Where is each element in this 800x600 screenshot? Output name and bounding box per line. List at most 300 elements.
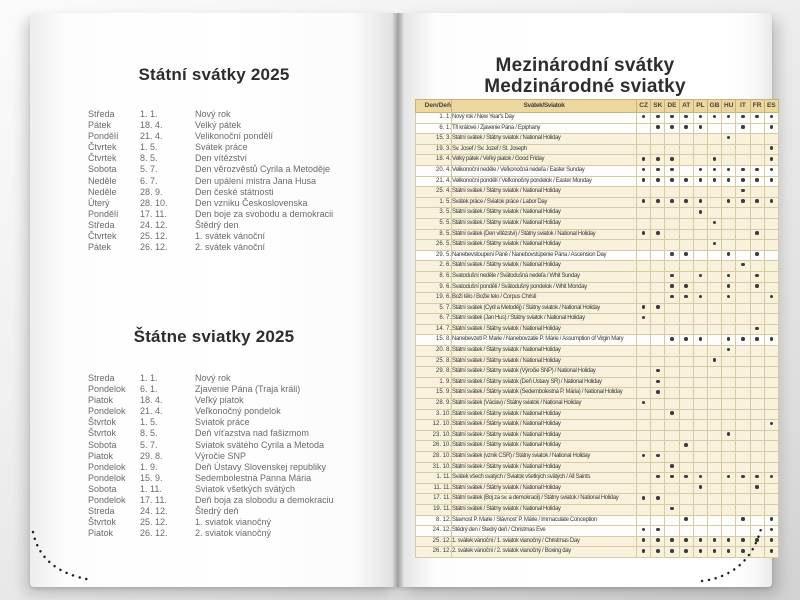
holiday-name: Den boje za svobodu a demokracii xyxy=(195,208,334,219)
country-mark-cell-gb xyxy=(707,346,721,357)
holiday-name: Nový rok xyxy=(195,109,231,119)
list-item xyxy=(30,142,398,153)
holiday-name: Nový rok / New Year's Day xyxy=(452,113,637,124)
holiday-date: 2. 6. xyxy=(416,261,452,272)
country-mark-cell-cz xyxy=(637,483,651,494)
country-mark-cell-pl xyxy=(693,165,707,176)
country-mark-cell-de xyxy=(665,526,679,537)
country-mark-cell-pl xyxy=(693,536,707,547)
holiday-mark-dot xyxy=(727,115,731,119)
czech-holidays-title: Státní svátky 2025 xyxy=(138,65,290,84)
holiday-mark-dot xyxy=(656,538,660,542)
holiday-mark-dot xyxy=(699,549,703,553)
list-item xyxy=(30,209,398,220)
holiday-date: 26. 10. xyxy=(416,441,452,452)
holiday-date: 20. 4. xyxy=(416,165,452,176)
list-item xyxy=(30,198,398,209)
country-mark-cell-cz xyxy=(637,261,651,272)
country-mark-cell-sk xyxy=(651,420,665,431)
country-mark-cell-fr xyxy=(750,547,764,558)
country-mark-cell-fr xyxy=(750,526,764,537)
country-mark-cell-pl xyxy=(693,144,707,155)
holiday-name: Státní svátek / Štátny sviatok / National Holiday xyxy=(452,483,637,494)
country-mark-cell-gb xyxy=(707,282,721,293)
table-row xyxy=(416,113,779,124)
country-mark-cell-fr xyxy=(750,356,764,367)
country-mark-cell-de xyxy=(665,346,679,357)
holiday-date: 1. 9. xyxy=(416,377,452,388)
holiday-mark-dot xyxy=(699,115,703,119)
list-item xyxy=(30,440,398,451)
holiday-mark-dot xyxy=(684,125,688,129)
country-mark-cell-fr xyxy=(750,197,764,208)
holiday-date: 25. 4. xyxy=(416,187,452,198)
holiday-mark-dot xyxy=(642,115,646,119)
holiday-name: Státní svátek / Štátny sviatok / National Holiday xyxy=(452,346,637,357)
country-mark-cell-gb xyxy=(707,409,721,420)
holiday-date: 15. 8. xyxy=(416,335,452,346)
holiday-mark-dot xyxy=(770,199,774,203)
holiday-mark-dot xyxy=(713,538,717,542)
country-mark-cell-hu xyxy=(722,293,736,304)
country-mark-cell-gb xyxy=(707,155,721,166)
holiday-mark-dot xyxy=(642,549,646,553)
holiday-mark-dot xyxy=(684,517,688,521)
country-mark-cell-fr xyxy=(750,176,764,187)
holiday-date: 1. 11. xyxy=(416,473,452,484)
holiday-name: Státní svátek / Štátny sviatok / National Holiday xyxy=(452,420,637,431)
country-mark-cell-at xyxy=(679,536,693,547)
list-item xyxy=(30,153,398,164)
country-mark-cell-gb xyxy=(707,526,721,537)
holiday-mark-dot xyxy=(656,369,660,373)
country-mark-cell-sk xyxy=(651,388,665,399)
country-mark-cell-cz xyxy=(637,282,651,293)
table-row xyxy=(416,261,779,272)
country-mark-cell-es xyxy=(764,377,778,388)
header-country-gb: GB xyxy=(707,100,721,113)
country-mark-cell-de xyxy=(665,208,679,219)
holiday-name: Státní svátek / Štátny sviatok (Výročie SNP) / National Holiday xyxy=(452,367,637,378)
country-mark-cell-gb xyxy=(707,494,721,505)
country-mark-cell-it xyxy=(736,483,750,494)
country-mark-cell-es xyxy=(764,494,778,505)
holiday-mark-dot xyxy=(656,157,660,161)
list-item xyxy=(30,373,398,384)
country-mark-cell-it xyxy=(736,515,750,526)
country-mark-cell-gb xyxy=(707,324,721,335)
list-item xyxy=(30,242,398,253)
country-mark-cell-de xyxy=(665,494,679,505)
holiday-date: 17. 11. xyxy=(416,494,452,505)
table-row xyxy=(416,377,779,388)
country-mark-cell-de xyxy=(665,113,679,124)
country-mark-cell-es xyxy=(764,314,778,325)
list-item xyxy=(30,462,398,473)
holiday-date: 14. 7. xyxy=(416,324,452,335)
holiday-date: 1. 11. xyxy=(140,483,162,494)
country-mark-cell-sk xyxy=(651,409,665,420)
holiday-name: Státní svátek / Štátny sviatok / National Holiday xyxy=(452,187,637,198)
country-mark-cell-es xyxy=(764,123,778,134)
country-mark-cell-pl xyxy=(693,293,707,304)
country-mark-cell-at xyxy=(679,282,693,293)
holiday-date: 28. 10. xyxy=(140,197,168,208)
table-header-row xyxy=(416,100,779,113)
country-mark-cell-hu xyxy=(722,515,736,526)
country-mark-cell-hu xyxy=(722,229,736,240)
holiday-mark-dot xyxy=(741,538,745,542)
country-mark-cell-cz xyxy=(637,526,651,537)
country-mark-cell-sk xyxy=(651,430,665,441)
holiday-date: 19. 3. xyxy=(416,144,452,155)
country-mark-cell-de xyxy=(665,324,679,335)
country-mark-cell-gb xyxy=(707,197,721,208)
country-mark-cell-de xyxy=(665,409,679,420)
holiday-date: 5. 7. xyxy=(140,439,158,450)
country-mark-cell-hu xyxy=(722,218,736,229)
holiday-mark-dot xyxy=(656,380,660,384)
holiday-mark-dot xyxy=(741,549,745,553)
holiday-mark-dot xyxy=(684,115,688,119)
country-mark-cell-hu xyxy=(722,473,736,484)
holiday-date: 6. 1. xyxy=(416,123,452,134)
holiday-mark-dot xyxy=(684,337,688,341)
holiday-mark-dot xyxy=(642,178,646,182)
country-mark-cell-es xyxy=(764,356,778,367)
table-row xyxy=(416,441,779,452)
country-mark-cell-cz xyxy=(637,335,651,346)
country-mark-cell-at xyxy=(679,335,693,346)
holiday-date: 1. 5. xyxy=(416,197,452,208)
holiday-date: 6. 1. xyxy=(140,384,158,395)
country-mark-cell-fr xyxy=(750,473,764,484)
holiday-mark-dot xyxy=(741,337,745,341)
country-mark-cell-pl xyxy=(693,367,707,378)
country-mark-cell-cz xyxy=(637,515,651,526)
header-date: Den/Deň xyxy=(416,100,452,113)
country-mark-cell-gb xyxy=(707,261,721,272)
country-mark-cell-es xyxy=(764,282,778,293)
holiday-mark-dot xyxy=(699,210,703,214)
day-name: Sobota xyxy=(88,439,117,450)
holiday-mark-dot xyxy=(699,178,703,182)
holiday-mark-dot xyxy=(699,199,703,203)
country-mark-cell-pl xyxy=(693,282,707,293)
holiday-name: Státní svátek / Štátny sviatok / National Holiday xyxy=(452,356,637,367)
holiday-name: Den vzniku Československa xyxy=(195,197,308,208)
holiday-mark-dot xyxy=(670,274,674,278)
country-mark-cell-at xyxy=(679,399,693,410)
country-mark-cell-de xyxy=(665,123,679,134)
country-mark-cell-sk xyxy=(651,441,665,452)
country-mark-cell-at xyxy=(679,218,693,229)
country-mark-cell-cz xyxy=(637,314,651,325)
country-mark-cell-cz xyxy=(637,399,651,410)
country-mark-cell-cz xyxy=(637,324,651,335)
holiday-mark-dot xyxy=(741,178,745,182)
holiday-mark-dot xyxy=(699,485,703,489)
country-mark-cell-it xyxy=(736,335,750,346)
country-mark-cell-sk xyxy=(651,144,665,155)
country-mark-cell-de xyxy=(665,473,679,484)
country-mark-cell-it xyxy=(736,420,750,431)
country-mark-cell-at xyxy=(679,494,693,505)
country-mark-cell-pl xyxy=(693,399,707,410)
country-mark-cell-it xyxy=(736,314,750,325)
holiday-mark-dot xyxy=(770,125,774,129)
country-mark-cell-es xyxy=(764,504,778,515)
country-mark-cell-it xyxy=(736,367,750,378)
holiday-mark-dot xyxy=(755,274,759,278)
country-mark-cell-pl xyxy=(693,483,707,494)
country-mark-cell-cz xyxy=(637,187,651,198)
country-mark-cell-de xyxy=(665,144,679,155)
country-mark-cell-gb xyxy=(707,144,721,155)
holiday-mark-dot xyxy=(755,199,759,203)
country-mark-cell-at xyxy=(679,314,693,325)
country-mark-cell-cz xyxy=(637,176,651,187)
country-mark-cell-sk xyxy=(651,314,665,325)
holiday-mark-dot xyxy=(727,475,731,479)
holiday-mark-dot xyxy=(699,337,703,341)
country-mark-cell-at xyxy=(679,430,693,441)
country-mark-cell-hu xyxy=(722,271,736,282)
country-mark-cell-es xyxy=(764,155,778,166)
country-mark-cell-es xyxy=(764,176,778,187)
country-mark-cell-hu xyxy=(722,356,736,367)
day-name: Pondelok xyxy=(88,495,126,506)
country-mark-cell-gb xyxy=(707,208,721,219)
holiday-mark-dot xyxy=(770,168,774,172)
holiday-mark-dot xyxy=(642,538,646,542)
holiday-mark-dot xyxy=(656,231,660,235)
day-name: Středa xyxy=(88,109,115,119)
holiday-date: 17. 11. xyxy=(140,495,167,506)
holiday-date: 25. 8. xyxy=(416,356,452,367)
holiday-mark-dot xyxy=(727,252,731,256)
country-mark-cell-fr xyxy=(750,441,764,452)
holiday-mark-dot xyxy=(656,390,660,394)
country-mark-cell-es xyxy=(764,367,778,378)
list-item xyxy=(30,528,398,539)
holiday-date: 26. 5. xyxy=(416,240,452,251)
holiday-name: Nanebevzetí P. Marie / Nanebovzatie P. Márie / Assumption of Virgin Mary xyxy=(452,335,637,346)
holiday-name: Tři králové / Zjavenie Pána / Epiphany xyxy=(452,123,637,134)
country-mark-cell-gb xyxy=(707,483,721,494)
country-mark-cell-de xyxy=(665,176,679,187)
country-mark-cell-pl xyxy=(693,134,707,145)
country-mark-cell-fr xyxy=(750,409,764,420)
list-item xyxy=(30,406,398,417)
holiday-mark-dot xyxy=(741,125,745,129)
country-mark-cell-it xyxy=(736,176,750,187)
table-row xyxy=(416,547,779,558)
holiday-name: Státní svátek / Štátny sviatok / National Holiday xyxy=(452,240,637,251)
country-mark-cell-at xyxy=(679,187,693,198)
country-mark-cell-it xyxy=(736,536,750,547)
holiday-date: 8. 5. xyxy=(416,229,452,240)
country-mark-cell-fr xyxy=(750,208,764,219)
country-mark-cell-pl xyxy=(693,504,707,515)
country-mark-cell-gb xyxy=(707,250,721,261)
country-mark-cell-es xyxy=(764,250,778,261)
country-mark-cell-at xyxy=(679,293,693,304)
country-mark-cell-sk xyxy=(651,176,665,187)
holiday-mark-dot xyxy=(741,263,745,267)
holiday-date: 28. 9. xyxy=(416,399,452,410)
country-mark-cell-es xyxy=(764,208,778,219)
holiday-mark-dot xyxy=(755,485,759,489)
table-row xyxy=(416,229,779,240)
holiday-mark-dot xyxy=(670,252,674,256)
country-mark-cell-gb xyxy=(707,134,721,145)
country-mark-cell-hu xyxy=(722,155,736,166)
table-row xyxy=(416,388,779,399)
holiday-mark-dot xyxy=(656,199,660,203)
country-mark-cell-de xyxy=(665,441,679,452)
country-mark-cell-sk xyxy=(651,134,665,145)
country-mark-cell-cz xyxy=(637,303,651,314)
country-mark-cell-pl xyxy=(693,123,707,134)
country-mark-cell-at xyxy=(679,462,693,473)
holiday-mark-dot xyxy=(713,115,717,119)
holiday-name: Státní svátek / Štátny sviatok / National Holiday xyxy=(452,324,637,335)
holiday-name: Státní svátek (Boj za sv. a demokracii) / Štátny sviatok / National Holiday xyxy=(452,494,637,505)
country-mark-cell-cz xyxy=(637,441,651,452)
country-mark-cell-pl xyxy=(693,113,707,124)
country-mark-cell-es xyxy=(764,462,778,473)
country-mark-cell-gb xyxy=(707,303,721,314)
holiday-mark-dot xyxy=(670,538,674,542)
country-mark-cell-it xyxy=(736,526,750,537)
holiday-name: Nový rok xyxy=(195,373,231,383)
table-row xyxy=(416,134,779,145)
holiday-name: Státní svátek / Štátny sviatok (Sedembolestná P. Mária) / National Holiday xyxy=(452,388,637,399)
country-mark-cell-at xyxy=(679,261,693,272)
holiday-date: 21. 4. xyxy=(140,131,163,142)
country-mark-cell-gb xyxy=(707,123,721,134)
country-mark-cell-fr xyxy=(750,462,764,473)
country-mark-cell-it xyxy=(736,409,750,420)
country-mark-cell-sk xyxy=(651,165,665,176)
country-mark-cell-de xyxy=(665,250,679,261)
table-row xyxy=(416,346,779,357)
country-mark-cell-fr xyxy=(750,536,764,547)
day-name: Pondelok xyxy=(88,461,126,472)
holiday-name: Slavnost P. Marie / Slávnosť P. Márie / Immaculate Conception xyxy=(452,515,637,526)
day-name: Piatok xyxy=(88,450,114,461)
table-row xyxy=(416,367,779,378)
country-mark-cell-at xyxy=(679,409,693,420)
country-mark-cell-at xyxy=(679,388,693,399)
holiday-name: Státní svátek (Cyril a Metoděj) / Štátny sviatok / National Holiday xyxy=(452,303,637,314)
country-mark-cell-de xyxy=(665,367,679,378)
list-item xyxy=(30,473,398,484)
holiday-name: Den české státnosti xyxy=(195,186,274,197)
holiday-date: 6. 7. xyxy=(416,314,452,325)
header-country-fr: FR xyxy=(750,100,764,113)
country-mark-cell-hu xyxy=(722,388,736,399)
country-mark-cell-fr xyxy=(750,123,764,134)
holiday-mark-dot xyxy=(656,305,660,309)
holiday-mark-dot xyxy=(770,337,774,341)
holiday-mark-dot xyxy=(713,157,717,161)
country-mark-cell-at xyxy=(679,250,693,261)
holiday-mark-dot xyxy=(642,528,646,532)
title-line-czech: Mezinárodní svátky xyxy=(495,55,675,76)
holiday-name: Sv. Josef / Sv. Jozef / St. Joseph xyxy=(452,144,637,155)
list-item xyxy=(30,231,398,242)
holiday-mark-dot xyxy=(755,538,759,542)
header-holiday-name: Svátek/Sviatok xyxy=(452,100,637,113)
holiday-mark-dot xyxy=(713,168,717,172)
table-row xyxy=(416,335,779,346)
day-name: Streda xyxy=(88,373,115,383)
country-mark-cell-cz xyxy=(637,494,651,505)
holiday-name: 2. sviatok vianočný xyxy=(195,528,272,539)
country-mark-cell-pl xyxy=(693,515,707,526)
country-mark-cell-es xyxy=(764,335,778,346)
table-header xyxy=(416,100,779,113)
holiday-date: 29. 5. xyxy=(416,250,452,261)
country-mark-cell-it xyxy=(736,303,750,314)
country-mark-cell-pl xyxy=(693,526,707,537)
country-mark-cell-sk xyxy=(651,324,665,335)
country-mark-cell-hu xyxy=(722,314,736,325)
country-mark-cell-pl xyxy=(693,176,707,187)
country-mark-cell-fr xyxy=(750,483,764,494)
country-mark-cell-gb xyxy=(707,314,721,325)
country-mark-cell-es xyxy=(764,303,778,314)
country-mark-cell-it xyxy=(736,250,750,261)
country-mark-cell-es xyxy=(764,261,778,272)
holiday-name: Svátek všech svatých / Sviatok všetkých svätých / All Saints xyxy=(452,473,637,484)
day-name: Štvrtok xyxy=(88,417,117,428)
holiday-mark-dot xyxy=(755,284,759,288)
day-name: Neděle xyxy=(88,186,117,197)
country-mark-cell-it xyxy=(736,229,750,240)
holiday-mark-dot xyxy=(656,454,660,458)
holiday-mark-dot xyxy=(727,538,731,542)
holiday-name: Velikonoční pondělí xyxy=(195,131,274,142)
country-mark-cell-de xyxy=(665,134,679,145)
country-mark-cell-fr xyxy=(750,420,764,431)
country-mark-cell-at xyxy=(679,123,693,134)
holiday-mark-dot xyxy=(656,496,660,500)
day-name: Čtvrtek xyxy=(88,231,117,242)
list-item xyxy=(30,428,398,439)
country-mark-cell-de xyxy=(665,303,679,314)
holiday-mark-dot xyxy=(684,443,688,447)
international-holidays-title xyxy=(398,55,772,97)
country-mark-cell-cz xyxy=(637,377,651,388)
list-item xyxy=(30,176,398,187)
table-row xyxy=(416,293,779,304)
country-mark-cell-cz xyxy=(637,293,651,304)
country-mark-cell-de xyxy=(665,229,679,240)
country-mark-cell-gb xyxy=(707,388,721,399)
country-mark-cell-at xyxy=(679,441,693,452)
country-mark-cell-es xyxy=(764,515,778,526)
country-mark-cell-es xyxy=(764,113,778,124)
list-item xyxy=(30,451,398,462)
country-mark-cell-at xyxy=(679,504,693,515)
holiday-name: Deň Ústavy Slovenskej republiky xyxy=(195,461,327,472)
country-mark-cell-es xyxy=(764,483,778,494)
table-row xyxy=(416,504,779,515)
country-mark-cell-gb xyxy=(707,547,721,558)
